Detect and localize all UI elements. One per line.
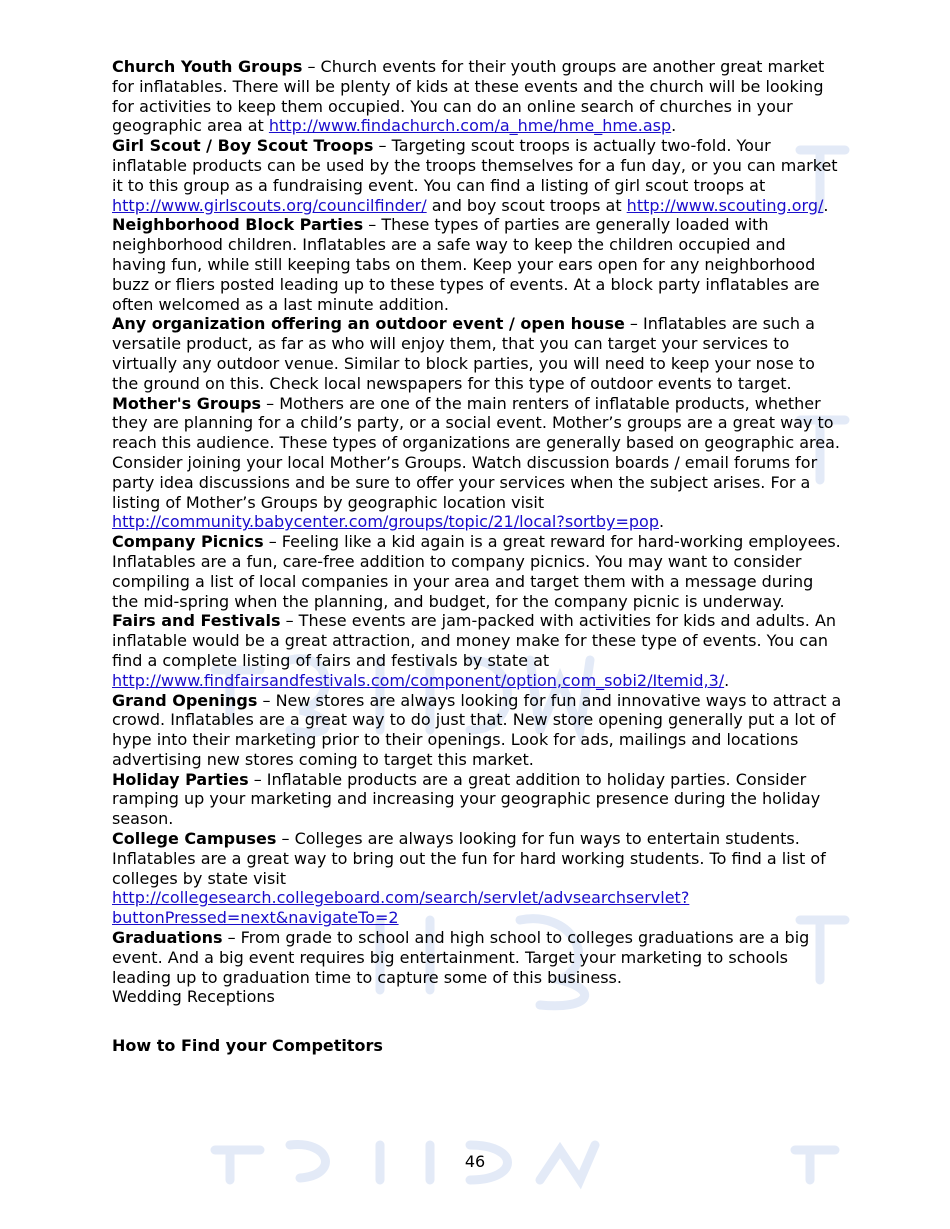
section-fairs-festivals	[112, 611, 842, 690]
section-college-campuses	[112, 829, 842, 928]
section-title: Holiday Parties	[112, 769, 249, 789]
punctuation: .	[724, 670, 730, 690]
section-text: – Inflatables are such a versatile product, as far as who will enjoy them, that you can target your services to virtually any outdoor venue. Similar to block parties, you will need to keep your nose to the ground on this. Check local newspapers for this type of outdoor events to target.	[112, 314, 815, 393]
section-graduations	[112, 928, 842, 987]
section-text: – Feeling like a kid again is a great reward for hard-working employees. Inflatables are a fun, care-free addition to company picnics. You may want to consider compiling a list of local companies in your area and target them with a message during the mid-spring when the planning, and budget, for the company picnic is underway.	[112, 532, 841, 611]
competitors-heading: How to Find your Competitors	[112, 1036, 383, 1056]
section-grand-openings	[112, 691, 842, 770]
babycenter-link[interactable]: http://community.babycenter.com/groups/topic/21/local?sortby=pop	[112, 512, 659, 532]
section-title: Fairs and Festivals	[112, 611, 281, 631]
document-body	[112, 57, 842, 1056]
findachurch-link[interactable]: http://www.findachurch.com/a_hme/hme_hme.asp	[268, 116, 672, 136]
section-title: Grand Openings	[112, 690, 258, 710]
section-title: Girl Scout / Boy Scout Troops	[112, 136, 374, 156]
section-outdoor-event	[112, 314, 842, 393]
section-text: – These types of parties are generally loaded with neighborhood children. Inflatables are a safe way to keep the children occupied and having fun, while still keeping tabs on them. Keep your ears open for any neighborhood buzz or fliers posted leading up to these types of events. At a block party inflatables are often welcomed as a last minute addition.	[112, 215, 820, 314]
section-title: Company Picnics	[112, 532, 264, 552]
findfairs-link[interactable]: http://www.findfairsandfestivals.com/component/option,com_sobi2/Itemid,3/	[112, 670, 725, 690]
section-text: – Mothers are one of the main renters of inflatable products, whether they are planning for a child’s party, or a social event. Mother’s groups are a great way to reach this audience. These types of organizations are generally based on geographic area. Consider joining your local Mother’s Groups. Watch discussion boards / email forums for party idea discussions and be sure to offer your services when the subject arises. For a listing of Mother’s Groups by geographic location visit	[112, 393, 841, 512]
girlscouts-link[interactable]: http://www.girlscouts.org/councilfinder/	[112, 195, 427, 215]
section-company-picnics	[112, 532, 842, 611]
scouting-link[interactable]: http://www.scouting.org/	[626, 195, 824, 215]
section-text: – Inflatable products are a great addition to holiday parties. Consider ramping up your marketing and increasing your geographic presence during the holiday season.	[112, 769, 821, 829]
punctuation: .	[823, 195, 829, 215]
punctuation: .	[671, 116, 677, 136]
wedding-receptions-line: Wedding Receptions	[112, 987, 275, 1007]
collegeboard-link[interactable]	[112, 888, 689, 927]
section-title: Any organization offering an outdoor event / open house	[112, 314, 625, 334]
page-number: 46	[464, 1152, 486, 1171]
section-mothers-groups	[112, 394, 842, 533]
section-text: – Colleges are always looking for fun ways to entertain students. Inflatables are a great way to bring out the fun for hard working students. To find a list of colleges by state visit	[112, 829, 826, 888]
section-block-parties	[112, 215, 842, 314]
section-text: – These events are jam-packed with activities for kids and adults. An inflatable would be a great attraction, and money make for these type of events. You can find a complete listing of fairs and festivals by state at	[112, 611, 837, 670]
punctuation: .	[658, 512, 665, 532]
section-text: – Church events for their youth groups are another great market for inflatables. There will be plenty of kids at these events and the church will be looking for activities to keep them occupied. You can do an online search of churches in your geographic area at	[112, 57, 825, 136]
section-title: Neighborhood Block Parties	[112, 215, 364, 235]
section-holiday-parties	[112, 770, 842, 829]
section-title: Mother's Groups	[112, 393, 262, 413]
section-title: Graduations	[112, 928, 223, 948]
section-church-youth-groups	[112, 57, 842, 136]
section-text: and boy scout troops at	[426, 195, 627, 215]
link-line-1: http://collegesearch.collegeboard.com/search/servlet/advsearchservlet?	[112, 888, 690, 908]
section-title: Church Youth Groups	[112, 57, 303, 76]
section-text: – New stores are always looking for fun and innovative ways to attract a crowd. Inflatables are a great way to do just that. New store opening generally put a lot of hype into their marketing prior to their openings. Look for ads, mailings and locations advertising new stores coming to target this market.	[112, 690, 842, 769]
section-text: – Targeting scout troops is actually two-fold. Your inflatable products can be used by the troops themselves for a fun day, or you can market it to this group as a fundraising event. You can find a listing of girl scout troops at	[112, 136, 838, 195]
section-title: College Campuses	[112, 829, 277, 849]
section-scout-troops	[112, 136, 842, 215]
section-text: – From grade to school and high school to colleges graduations are a big event. And a big event requires big entertainment. Target your marketing to schools leading up to graduation time to capture some of this business.	[112, 928, 810, 987]
link-line-2: buttonPressed=next&navigateTo=2	[112, 908, 399, 928]
